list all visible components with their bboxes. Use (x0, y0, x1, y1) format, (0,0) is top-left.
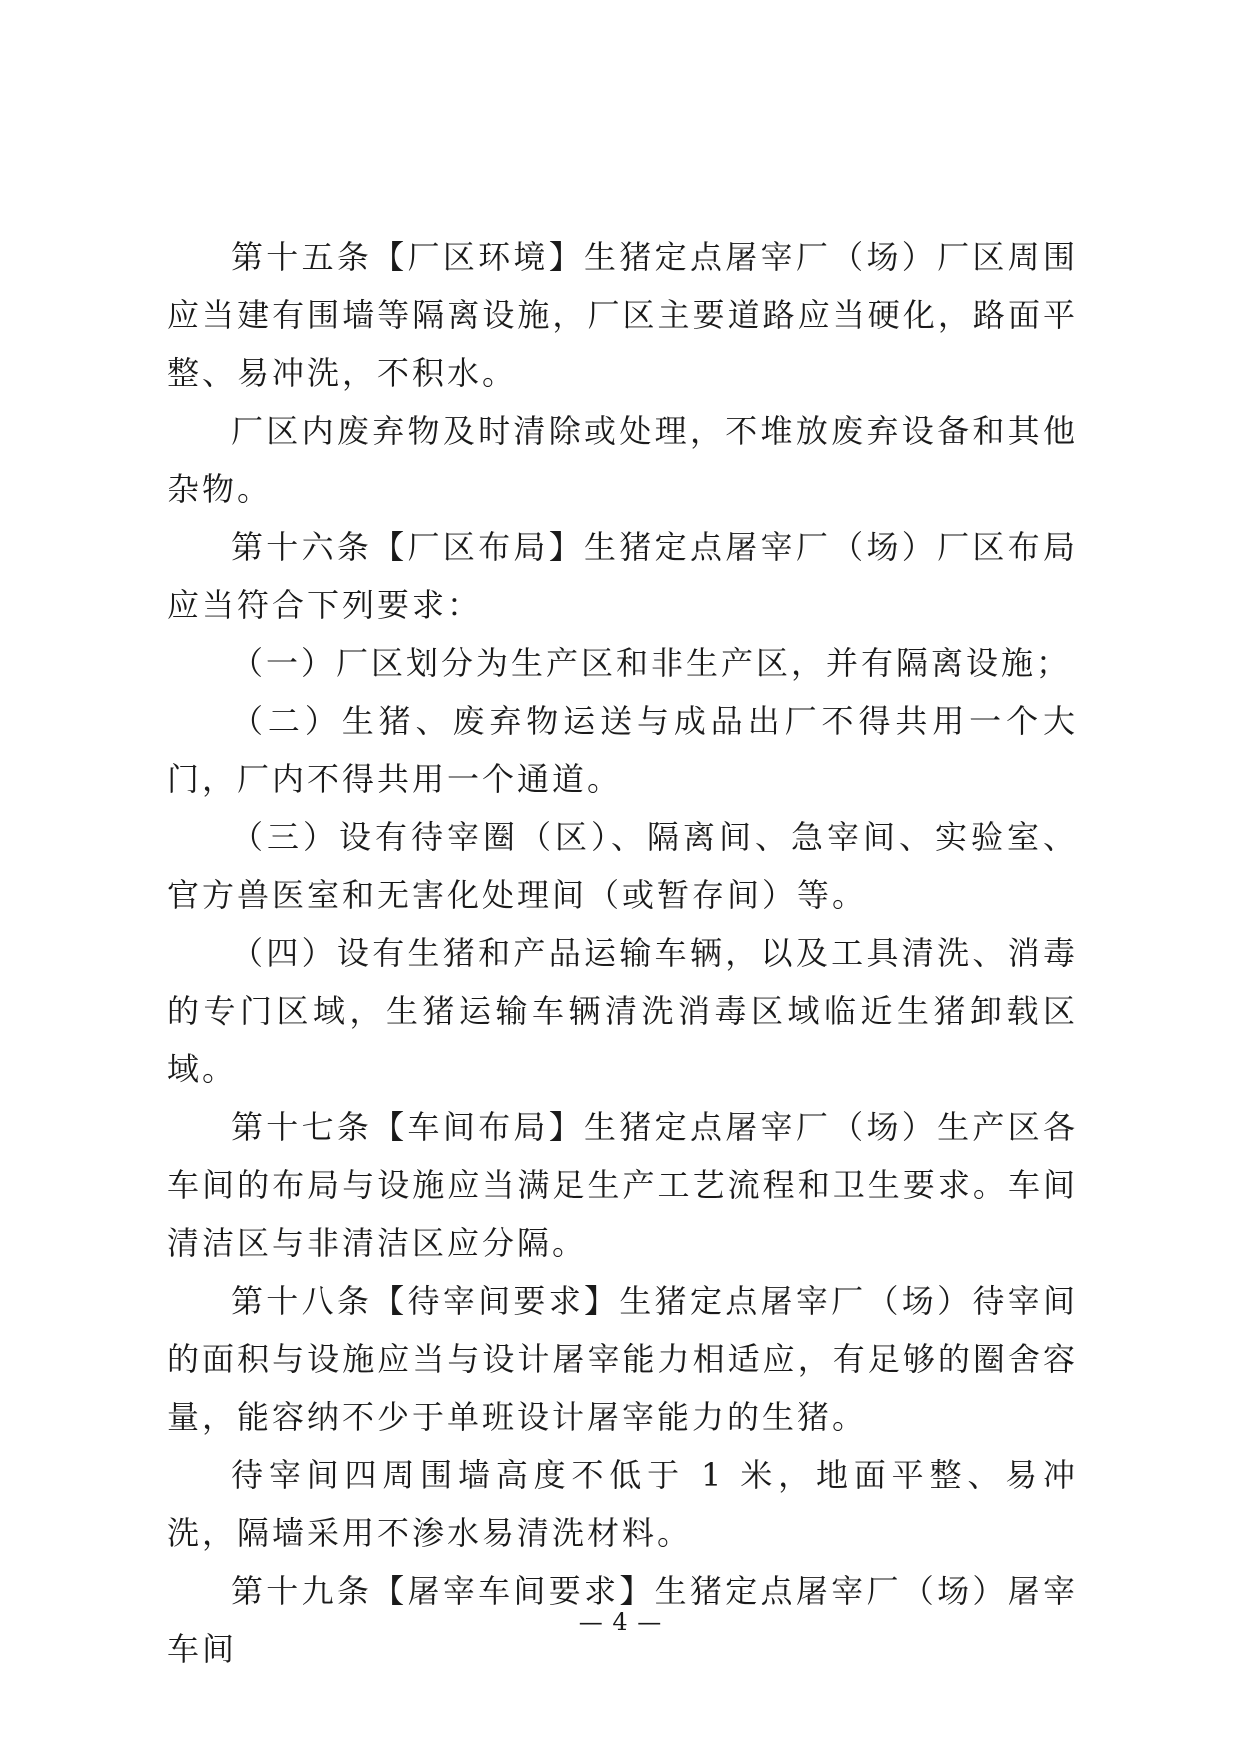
paragraph-article-17: 第十七条【车间布局】生猪定点屠宰厂（场）生产区各车间的布局与设施应当满足生产工艺流程和卫生要求。车间清洁区与非清洁区应分隔。 (167, 1108, 1078, 1262)
paragraph-article-18: 第十八条【待宰间要求】生猪定点屠宰厂（场）待宰间的面积与设施应当与设计屠宰能力相适应，有足够的圈舍容量，能容纳不少于单班设计屠宰能力的生猪。 (167, 1282, 1078, 1436)
page-number: — 4 — (578, 1608, 663, 1636)
paragraph-article-16-item-4: （四）设有生猪和产品运输车辆，以及工具清洗、消毒的专门区域，生猪运输车辆清洗消毒区域临近生猪卸载区域。 (167, 934, 1078, 1088)
paragraph-article-15-waste: 厂区内废弃物及时清除或处理，不堆放废弃设备和其他杂物。 (167, 412, 1078, 508)
paragraph-article-16-item-2: （二）生猪、废弃物运送与成品出厂不得共用一个大门，厂内不得共用一个通道。 (167, 702, 1078, 798)
paragraph-article-15: 第十五条【厂区环境】生猪定点屠宰厂（场）厂区周围应当建有围墙等隔离设施，厂区主要道路应当硬化，路面平整、易冲洗，不积水。 (167, 238, 1078, 392)
paragraph-article-16-item-3: （三）设有待宰圈（区）、隔离间、急宰间、实验室、官方兽医室和无害化处理间（或暂存间）等。 (167, 818, 1078, 914)
paragraph-article-16-item-1: （一）厂区划分为生产区和非生产区，并有隔离设施； (231, 644, 1072, 682)
paragraph-article-16: 第十六条【厂区布局】生猪定点屠宰厂（场）厂区布局应当符合下列要求： (167, 528, 1078, 624)
paragraph-article-18-wall: 待宰间四周围墙高度不低于 1 米，地面平整、易冲洗，隔墙采用不渗水易清洗材料。 (167, 1456, 1078, 1552)
body-text (167, 228, 1078, 1678)
paragraph-article-19: 第十九条【屠宰车间要求】生猪定点屠宰厂（场）屠宰车间 (167, 1572, 1078, 1668)
